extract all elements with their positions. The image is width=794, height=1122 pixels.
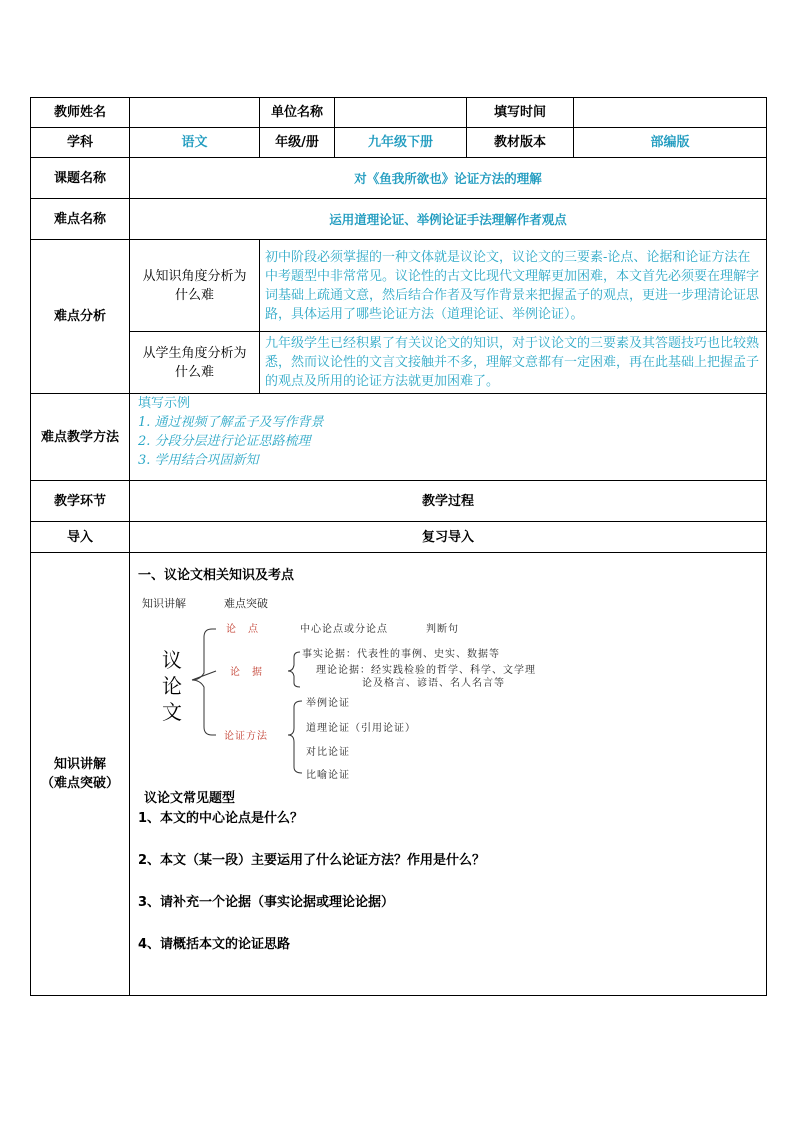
knowledge-sub2: 难点突破: [224, 597, 268, 610]
difficulty-value: 运用道理论证、举例论证手法理解作者观点: [130, 199, 767, 240]
knowledge-label: [31, 553, 130, 996]
edition-value: 部编版: [574, 128, 767, 158]
mindmap-fact-evidence: 事实论据：代表性的事例、史实、数据等: [302, 649, 500, 660]
mindmap-theory-evidence-cont: 论及格言、谚语、名人名言等: [362, 678, 505, 689]
student-angle-text: 九年级学生已经积累了有关议论文的知识，对于议论文的三要素及其答题技巧也比较熟悉，然而议论性的文言文接触并不多，理解文意都有一定困难，再在此基础上把握孟子的观点及所用的论证方法就更加困难了。: [260, 332, 767, 394]
student-angle-label: 从学生角度分析为什么难: [130, 332, 260, 394]
method-content: [130, 394, 767, 481]
knowledge-label-line1: 知识讲解: [53, 757, 106, 772]
fill-time-value[interactable]: [574, 98, 767, 128]
unit-name-label: 单位名称: [260, 98, 335, 128]
mindmap-thesis-desc: 中心论点或分论点: [300, 624, 388, 635]
teacher-name-value[interactable]: [130, 98, 260, 128]
mindmap-method-item: 道理论证（引用论证）: [306, 723, 416, 734]
method-item: 1. 通过视频了解孟子及写作背景: [138, 415, 324, 430]
grade-label: 年级/册: [260, 128, 335, 158]
knowledge-angle-label: 从知识角度分析为什么难: [130, 240, 260, 332]
question-item: 2、本文（某一段）主要运用了什么论证方法？作用是什么？: [138, 853, 486, 868]
mindmap-branch-thesis: 论 点: [226, 624, 259, 635]
process-value: 教学过程: [130, 481, 767, 522]
subject-label: 学科: [31, 128, 130, 158]
mindmap-method-item: 举例论证: [306, 698, 350, 709]
question-item: 1、本文的中心论点是什么？: [138, 811, 304, 826]
question-title: 议论文常见题型: [144, 791, 236, 806]
fill-time-label: 填写时间: [467, 98, 574, 128]
knowledge-sub1: 知识讲解: [142, 597, 186, 610]
lesson-plan-table: [30, 97, 767, 996]
subject-value: 语文: [130, 128, 260, 158]
mindmap-method-item: 对比论证: [306, 747, 350, 758]
topic-label: 课题名称: [31, 158, 130, 199]
knowledge-heading: 一、议论文相关知识及考点: [138, 568, 295, 583]
teacher-name-label: 教师姓名: [31, 98, 130, 128]
mindmap-thesis-extra: 判断句: [426, 624, 459, 635]
grade-value: 九年级下册: [335, 128, 467, 158]
question-item: 4、请概括本文的论证思路: [138, 937, 291, 952]
mindmap-method-item: 比喻论证: [306, 770, 350, 781]
intro-value: 复习导入: [130, 522, 767, 553]
method-item: 2. 分段分层进行论证思路梳理: [138, 434, 311, 449]
method-title: 填写示例: [138, 396, 191, 411]
question-item: 3、请补充一个论据（事实论据或理论论据）: [138, 895, 395, 910]
topic-value: 对《鱼我所欲也》论证方法的理解: [130, 158, 767, 199]
mindmap-branch-methods: 论证方法: [224, 731, 268, 742]
difficulty-label: 难点名称: [31, 199, 130, 240]
knowledge-content: [130, 553, 767, 996]
process-label: 教学环节: [31, 481, 130, 522]
analysis-label: 难点分析: [31, 240, 130, 394]
intro-label: 导入: [31, 522, 130, 553]
mindmap-root: 议 论 文: [162, 648, 182, 724]
knowledge-label-line2: （难点突破）: [40, 776, 119, 791]
mindmap-theory-evidence: 理论论据：经实践检验的哲学、科学、文学理: [316, 665, 536, 676]
method-item: 3. 学用结合巩固新知: [138, 453, 259, 468]
mindmap-branch-evidence: 论 据: [230, 667, 263, 678]
unit-name-value[interactable]: [335, 98, 467, 128]
method-label: 难点教学方法: [31, 394, 130, 481]
edition-label: 教材版本: [467, 128, 574, 158]
knowledge-angle-text: 初中阶段必须掌握的一种文体就是议论文，议论文的三要素-论点、论据和论证方法在中考题型中非常常见。议论性的古文比现代文理解更加困难，本文首先必须要在理解字词基础上疏通文意，然后结合作者及写作背景来把握孟子的观点，更进一步理清论证思路，具体运用了哪些论证方法（道理论证、举例论证）。: [260, 240, 767, 332]
